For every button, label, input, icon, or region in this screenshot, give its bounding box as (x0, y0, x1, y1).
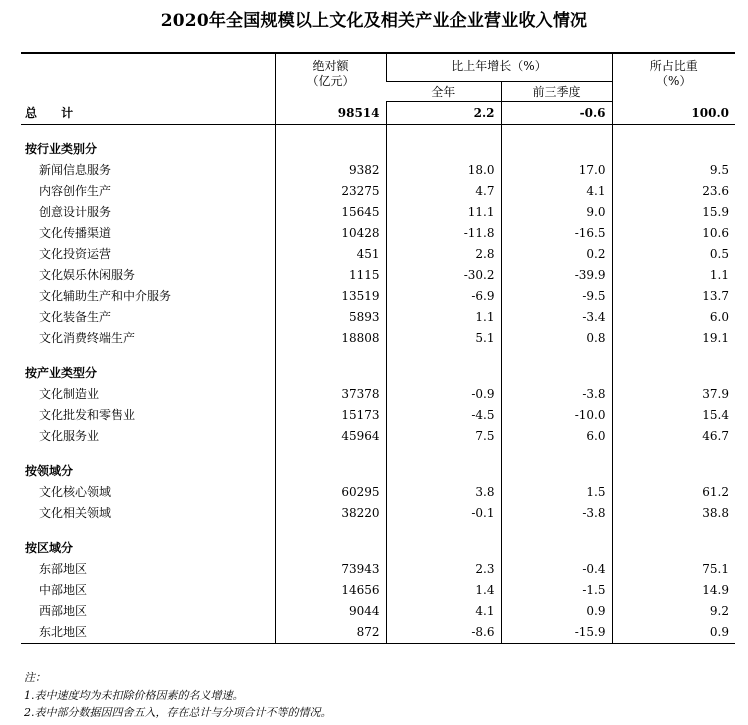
cell-absolute: 10428 (275, 223, 386, 244)
row-label: 文化辅助生产和中介服务 (39, 289, 172, 303)
spacer-cell (21, 125, 275, 140)
cell-absolute: 38220 (275, 503, 386, 524)
row-label: 文化相关领域 (39, 506, 112, 520)
revenue-table (21, 52, 735, 644)
cell-share: 1.1 (612, 265, 735, 286)
spacer-cell (275, 125, 386, 140)
section-row (21, 461, 735, 482)
cell-full-year: 3.8 (386, 482, 501, 503)
spacer-cell (386, 125, 501, 140)
spacer-row (21, 125, 735, 140)
cell-full-year: 2.8 (386, 244, 501, 265)
cell-full-year: -6.9 (386, 286, 501, 307)
spacer-cell (21, 524, 275, 538)
cell-full-year: -8.6 (386, 622, 501, 644)
table-row (21, 223, 735, 244)
cell-absolute: 45964 (275, 426, 386, 447)
cell-full-year: 7.5 (386, 426, 501, 447)
spacer-cell (501, 524, 612, 538)
cell-full-year: 11.1 (386, 202, 501, 223)
spacer-cell (275, 349, 386, 363)
row-label: 内容创作生产 (39, 184, 112, 198)
cell-absolute: 37378 (275, 384, 386, 405)
header-absolute-line1: 绝对额 (312, 59, 349, 73)
cell-absolute: 9382 (275, 160, 386, 181)
note-line: 2.表中部分数据因四舍五入，存在总计与分项合计不等的情况。 (24, 706, 332, 719)
section-empty-cell (501, 363, 612, 384)
section-empty-cell (501, 139, 612, 160)
header-share-line1: 所占比重 (649, 59, 698, 73)
cell-full-year: 1.1 (386, 307, 501, 328)
header-share (612, 53, 735, 102)
cell-full-year: -0.9 (386, 384, 501, 405)
cell-share: 6.0 (612, 307, 735, 328)
section-empty-cell (275, 538, 386, 559)
row-label: 文化批发和零售业 (39, 408, 136, 422)
section-empty-cell (275, 139, 386, 160)
table-row (21, 244, 735, 265)
cell-share: 46.7 (612, 426, 735, 447)
cell-full-year: 18.0 (386, 160, 501, 181)
section-label: 按区域分 (25, 541, 74, 555)
section-row (21, 538, 735, 559)
row-label: 文化娱乐休闲服务 (39, 268, 136, 282)
total-share: 100.0 (612, 102, 735, 125)
cell-share: 14.9 (612, 580, 735, 601)
spacer-cell (501, 447, 612, 461)
cell-absolute: 13519 (275, 286, 386, 307)
cell-first-three: 0.2 (501, 244, 612, 265)
row-label: 新闻信息服务 (39, 163, 112, 177)
cell-full-year: -11.8 (386, 223, 501, 244)
section-empty-cell (386, 461, 501, 482)
spacer-cell (612, 349, 735, 363)
notes (24, 669, 724, 722)
cell-absolute: 5893 (275, 307, 386, 328)
cell-share: 37.9 (612, 384, 735, 405)
cell-absolute: 1115 (275, 265, 386, 286)
spacer-row (21, 349, 735, 363)
section-empty-cell (386, 538, 501, 559)
table-row (21, 503, 735, 524)
table-row (21, 405, 735, 426)
row-label: 东北地区 (21, 622, 275, 644)
spacer-cell (386, 349, 501, 363)
section-row (21, 363, 735, 384)
cell-first-three: -15.9 (501, 622, 612, 644)
cell-full-year: -0.1 (386, 503, 501, 524)
cell-first-three: 0.8 (501, 328, 612, 349)
row-label: 文化装备生产 (39, 310, 112, 324)
cell-share: 9.5 (612, 160, 735, 181)
table-row (21, 622, 735, 644)
cell-first-three: 17.0 (501, 160, 612, 181)
spacer-cell (501, 349, 612, 363)
cell-first-three: -9.5 (501, 286, 612, 307)
spacer-cell (386, 524, 501, 538)
table-row (21, 559, 735, 580)
cell-full-year: -30.2 (386, 265, 501, 286)
cell-absolute: 15645 (275, 202, 386, 223)
row-label: 创意设计服务 (39, 205, 112, 219)
row-label: 文化传播渠道 (39, 226, 112, 240)
section-empty-cell (386, 363, 501, 384)
table-row (21, 384, 735, 405)
row-label: 文化核心领域 (39, 485, 112, 499)
row-label: 西部地区 (39, 604, 88, 618)
table-row (21, 601, 735, 622)
cell-first-three: 4.1 (501, 181, 612, 202)
cell-absolute: 23275 (275, 181, 386, 202)
table-row (21, 580, 735, 601)
table-row (21, 482, 735, 503)
spacer-row (21, 524, 735, 538)
cell-first-three: -39.9 (501, 265, 612, 286)
cell-share: 38.8 (612, 503, 735, 524)
table-body (21, 102, 735, 644)
section-empty-cell (275, 461, 386, 482)
table-row (21, 265, 735, 286)
table-row (21, 160, 735, 181)
page-title: 2020年全国规模以上文化及相关产业企业营业收入情况 (160, 11, 588, 31)
spacer-cell (21, 349, 275, 363)
cell-absolute: 60295 (275, 482, 386, 503)
cell-first-three: -16.5 (501, 223, 612, 244)
header-blank-cell (21, 53, 275, 102)
cell-absolute: 872 (275, 622, 386, 644)
row-label: 文化投资运营 (39, 247, 112, 261)
spacer-cell (275, 524, 386, 538)
cell-share: 19.1 (612, 328, 735, 349)
table-row (21, 202, 735, 223)
cell-absolute: 14656 (275, 580, 386, 601)
header-absolute (275, 53, 386, 102)
spacer-cell (612, 524, 735, 538)
spacer-cell (386, 447, 501, 461)
notes-heading: 注： (24, 671, 46, 684)
cell-share: 10.6 (612, 223, 735, 244)
cell-full-year: 1.4 (386, 580, 501, 601)
cell-first-three: -3.8 (501, 503, 612, 524)
cell-first-three: 0.9 (501, 601, 612, 622)
section-empty-cell (612, 461, 735, 482)
row-label: 文化服务业 (39, 429, 100, 443)
section-empty-cell (612, 538, 735, 559)
cell-first-three: -10.0 (501, 405, 612, 426)
table-row (21, 328, 735, 349)
section-empty-cell (612, 139, 735, 160)
cell-share: 0.9 (612, 622, 735, 644)
cell-share: 61.2 (612, 482, 735, 503)
table-header (21, 53, 735, 102)
total-full-year: 2.2 (386, 102, 501, 125)
cell-full-year: 2.3 (386, 559, 501, 580)
cell-first-three: -1.5 (501, 580, 612, 601)
cell-full-year: 4.1 (386, 601, 501, 622)
total-absolute: 98514 (275, 102, 386, 125)
cell-absolute: 15173 (275, 405, 386, 426)
cell-first-three: 9.0 (501, 202, 612, 223)
header-share-line2: （%） (656, 74, 692, 88)
row-label: 文化制造业 (39, 387, 100, 401)
row-label: 中部地区 (39, 583, 88, 597)
row-label: 东部地区 (39, 562, 88, 576)
spacer-cell (612, 447, 735, 461)
section-label: 按产业类型分 (25, 366, 98, 380)
cell-full-year: -4.5 (386, 405, 501, 426)
cell-first-three: -0.4 (501, 559, 612, 580)
section-label: 按领域分 (25, 464, 74, 478)
cell-share: 15.4 (612, 405, 735, 426)
cell-first-three: 6.0 (501, 426, 612, 447)
section-empty-cell (501, 538, 612, 559)
cell-absolute: 9044 (275, 601, 386, 622)
spacer-cell (21, 447, 275, 461)
section-label: 按行业类别分 (25, 142, 98, 156)
cell-first-three: 1.5 (501, 482, 612, 503)
cell-share: 0.5 (612, 244, 735, 265)
table-row (21, 426, 735, 447)
header-absolute-line2: （亿元） (306, 74, 355, 88)
note-line: 1.表中速度均为未扣除价格因素的名义增速。 (24, 688, 244, 702)
spacer-cell (275, 447, 386, 461)
cell-share: 13.7 (612, 286, 735, 307)
total-first-three: -0.6 (501, 102, 612, 125)
table-row (21, 181, 735, 202)
cell-absolute: 451 (275, 244, 386, 265)
cell-full-year: 4.7 (386, 181, 501, 202)
table-row (21, 307, 735, 328)
section-empty-cell (501, 461, 612, 482)
cell-share: 15.9 (612, 202, 735, 223)
spacer-cell (612, 125, 735, 140)
cell-first-three: -3.8 (501, 384, 612, 405)
cell-share: 75.1 (612, 559, 735, 580)
cell-absolute: 18808 (275, 328, 386, 349)
cell-full-year: 5.1 (386, 328, 501, 349)
row-label: 文化消费终端生产 (39, 331, 136, 345)
section-empty-cell (275, 363, 386, 384)
spacer-row (21, 447, 735, 461)
cell-share: 23.6 (612, 181, 735, 202)
header-first-three-quarters: 前三季度 (501, 82, 612, 102)
total-label: 总 计 (21, 102, 275, 125)
cell-first-three: -3.4 (501, 307, 612, 328)
cell-share: 9.2 (612, 601, 735, 622)
header-full-year: 全年 (386, 82, 501, 102)
spacer-cell (501, 125, 612, 140)
header-growth: 比上年增长（%） (386, 53, 612, 82)
section-empty-cell (386, 139, 501, 160)
cell-absolute: 73943 (275, 559, 386, 580)
total-row (21, 102, 735, 125)
section-empty-cell (612, 363, 735, 384)
section-row (21, 139, 735, 160)
table-row (21, 286, 735, 307)
